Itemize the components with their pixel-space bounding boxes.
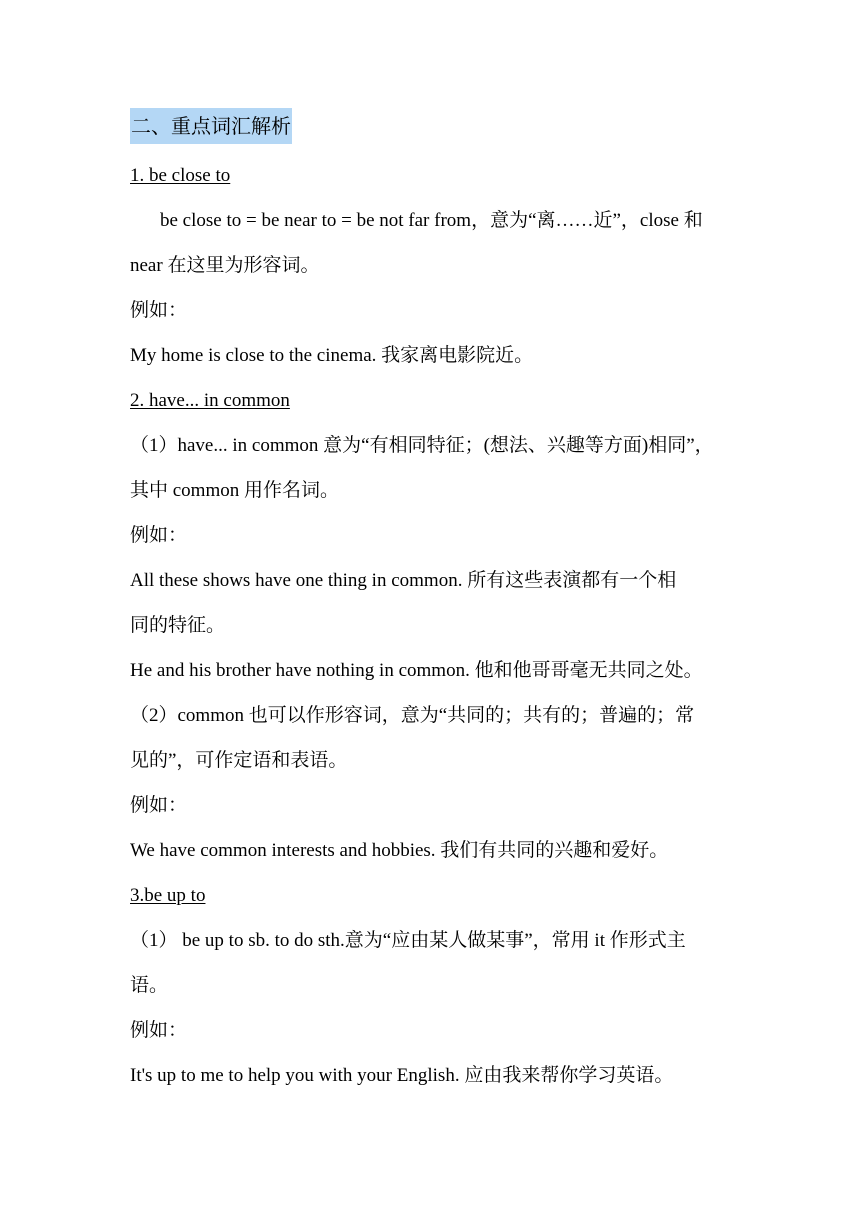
section-title-line xyxy=(130,108,740,148)
text-line: （2）common 也可以作形容词，意为“共同的；共有的；普遍的；常 xyxy=(130,705,695,726)
text-line: （1）have... in common 意为“有相同特征；(想法、兴趣等方面)相同”， xyxy=(130,435,714,456)
text-line: near 在这里为形容词。 xyxy=(130,255,320,276)
vocab-heading: 3.be up to xyxy=(130,885,206,906)
document-body xyxy=(130,153,740,1098)
text-line: All these shows have one thing in common. 所有这些表演都有一个相 xyxy=(130,570,677,591)
vocab-heading: 2. have... in common xyxy=(130,390,290,411)
text-line: 其中 common 用作名词。 xyxy=(130,480,339,501)
text-line: 语。 xyxy=(130,975,169,996)
text-line: be close to = be near to = be not far from，意为“离……近”，close 和 xyxy=(160,210,703,231)
text-line: It's up to me to help you with your English. 应由我来帮你学习英语。 xyxy=(130,1065,674,1086)
text-line: He and his brother have nothing in common. 他和他哥哥毫无共同之处。 xyxy=(130,660,703,681)
text-line: My home is close to the cinema. 我家离电影院近。 xyxy=(130,345,534,366)
text-line: 例如： xyxy=(130,795,188,816)
vocab-heading: 1. be close to xyxy=(130,165,231,186)
text-line: 例如： xyxy=(130,1020,188,1041)
text-line: 同的特征。 xyxy=(130,615,226,636)
text-line: （1） be up to sb. to do sth.意为“应由某人做某事”，常用 it 作形式主 xyxy=(130,930,686,951)
document-page xyxy=(130,108,740,1098)
text-line: We have common interests and hobbies. 我们有共同的兴趣和爱好。 xyxy=(130,840,669,861)
text-line: 例如： xyxy=(130,525,188,546)
text-line: 例如： xyxy=(130,300,188,321)
text-line: 见的”，可作定语和表语。 xyxy=(130,750,348,771)
section-title: 二、重点词汇解析 xyxy=(130,108,292,144)
